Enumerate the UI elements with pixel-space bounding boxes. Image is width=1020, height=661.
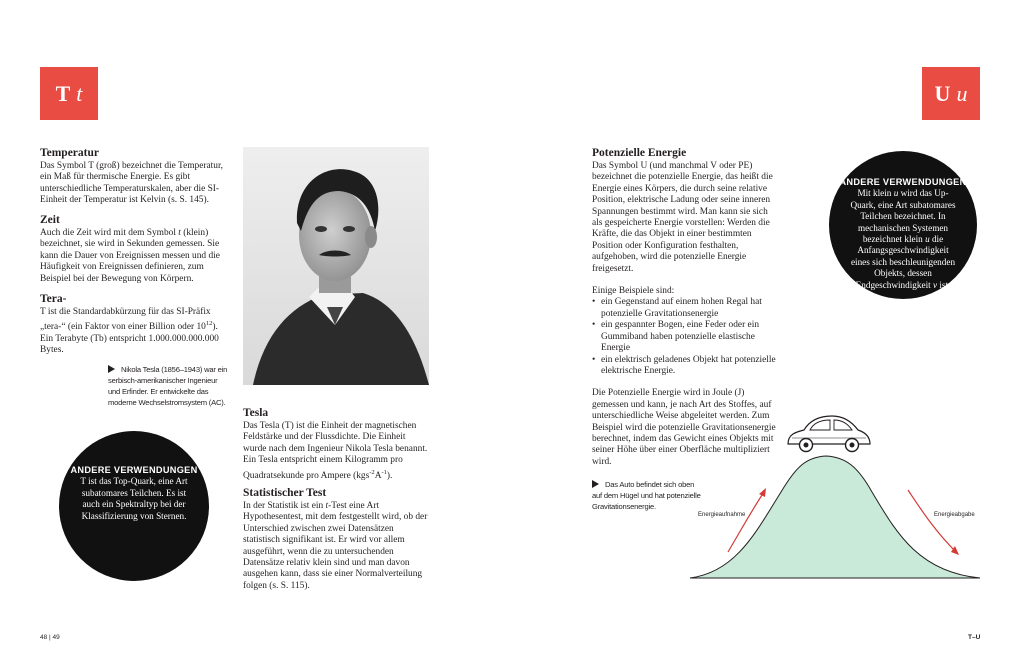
text-potenzielle-energie: Das Symbol U (und manchmal V oder PE) bezeichnet die potenzielle Energie, das heißt die Energie eines Körpers, die durch seine relative Position, elektrische Ladung oder seine inneren Spannungen bestimmt wird. Man kann sie sich als gespeicherte Energie vorstellen: Werden die Kräfte, die das Objekt in einer bestimmten Position oder Konfiguration festhalten, aufgehoben, wird die potenzielle Energie freigesetzt. [592,161,773,274]
hill-diagram [686,412,986,584]
circle-text: Mit klein u wird das Up-Quark, eine Art subatomares Teilchen bezeichnet. In mechanischen Systemen bezeichnet klein u die Anfangsgeschwindigkeit eines sich beschleunigenden Objekts, dessen Endgeschwindigkeit v ist. [850,188,956,290]
heading-statistischer-test: Statistischer Test [243,487,327,499]
text-temperatur: Das Symbol T (groß) bezeichnet die Temperatur, ein Maß für thermische Energie. Es gibt unterschiedliche Temperaturskalen, aber die SI-Einheit der Temperatur ist Kelvin (s. S. 145). [40,161,224,206]
examples-intro: Einige Beispiele sind: [592,286,675,297]
photo-caption-tesla: Nikola Tesla (1856–1943) war ein serbisch-amerikanischer Ingenieur und Erfinder. Er entwickelte das moderne Wechselstromsystem (AC). [108,365,228,407]
portrait-illustration [243,147,429,385]
label-energieabgabe: Energieabgabe [934,512,975,518]
energy-out-arrow-icon [908,490,956,552]
caption-arrow-icon [108,365,115,373]
heading-tesla: Tesla [243,407,269,419]
caption-arrow-icon [592,480,599,488]
list-item: • ein Gegenstand auf einem hohen Regal hat potenzielle Gravitationsenergie [592,297,780,320]
letter-box-t: T t [40,67,98,120]
label-energieaufnahme: Energieaufnahme [698,512,746,518]
page-folio-right: T–U [968,634,981,641]
section-tera [40,293,228,357]
text-statistischer-test: In der Statistik ist ein t-Test eine Art Hypothesentest, mit dem festgestellt wird, ob der Unterschied zwischen zwei Datensätzen statistisch signifikant ist. Er wird vor allem ausgeführt, wenn die zu untersuchenden Datensätze relativ klein sind und man davon ausgehen kann, dass sie einer Normalverteilung folgen (s. S. 115). [243,501,428,591]
list-item: • ein gespannter Bogen, eine Feder oder ein Gummiband haben potenzielle elastische Energie [592,320,780,354]
text-tera: T ist die Standardabkürzung für das SI-Präfix „tera-“ (ein Faktor von einer Billion oder $10^{12}$). Ein Terabyte (Tb) entspricht 1.000.000.000.000 Bytes. [40,307,219,356]
energy-in-arrowhead-icon [759,488,766,497]
heading-potenzielle-energie: Potenzielle Energie [592,147,687,159]
text-tesla: Das Tesla (T) ist die Einheit der magnetischen Feldstärke und der Flussdichte. Die Einheit wurde nach dem Ingenieur Nikola Tesla benannt. Ein Tesla entspricht einem Kilogramm pro Quadratsekunde pro Ampere $(kgs^{-2}A^{-1})$. [243,421,428,481]
text-potenzielle-energie-2: Die Potenzielle Energie wird in Joule (J) gemessen und kann, je nach Art des Stoffes, auf unterschiedliche Weise abgeleitet werden. Zum Beispiel wird die potenzielle Gravitationsenergie berechnet, indem das Gewicht eines Objekts mit seiner Höhe über einer Oberfläche multipliziert wird. [592,388,776,467]
heading-zeit: Zeit [40,214,60,226]
portrait-photo-tesla [243,147,429,385]
letter-box-u: U u [922,67,980,120]
circle-text: T ist das Top-Quark, eine Art subatomares Teilchen. Es ist auch ein Spektraltyp bei der Klassifizierung von Sternen. [80,476,188,521]
heading-tera: Tera- [40,293,67,305]
heading-temperatur: Temperatur [40,147,99,159]
circle-andere-verwendungen-t [59,431,209,581]
section-statistischer-test [243,487,433,592]
section-tesla [243,407,431,482]
circle-title: ANDERE VERWENDUNGEN [70,465,198,475]
circle-andere-verwendungen-u [829,151,977,299]
page-folio-left: 48 | 49 [40,634,60,641]
section-temperatur [40,147,228,207]
circle-title: ANDERE VERWENDUNGEN [839,177,967,187]
list-item: • ein elektrisch geladenes Objekt hat potenzielle elektrische Energie. [592,355,780,378]
text-zeit: Auch die Zeit wird mit dem Symbol t (klein) bezeichnet, sie wird in Sekunden gemessen. Sie kann die Dauer von Ereignissen messen und die Häufigkeit von Ereignissen definieren, zum Beispiel bei der Bewegung von Körpern. [40,228,220,284]
car-caption: Das Auto befindet sich oben auf dem Hügel und hat potenzielle Gravitationsenergie. [592,480,701,511]
examples-list [592,297,780,377]
car-icon [788,416,870,452]
section-zeit [40,214,228,285]
